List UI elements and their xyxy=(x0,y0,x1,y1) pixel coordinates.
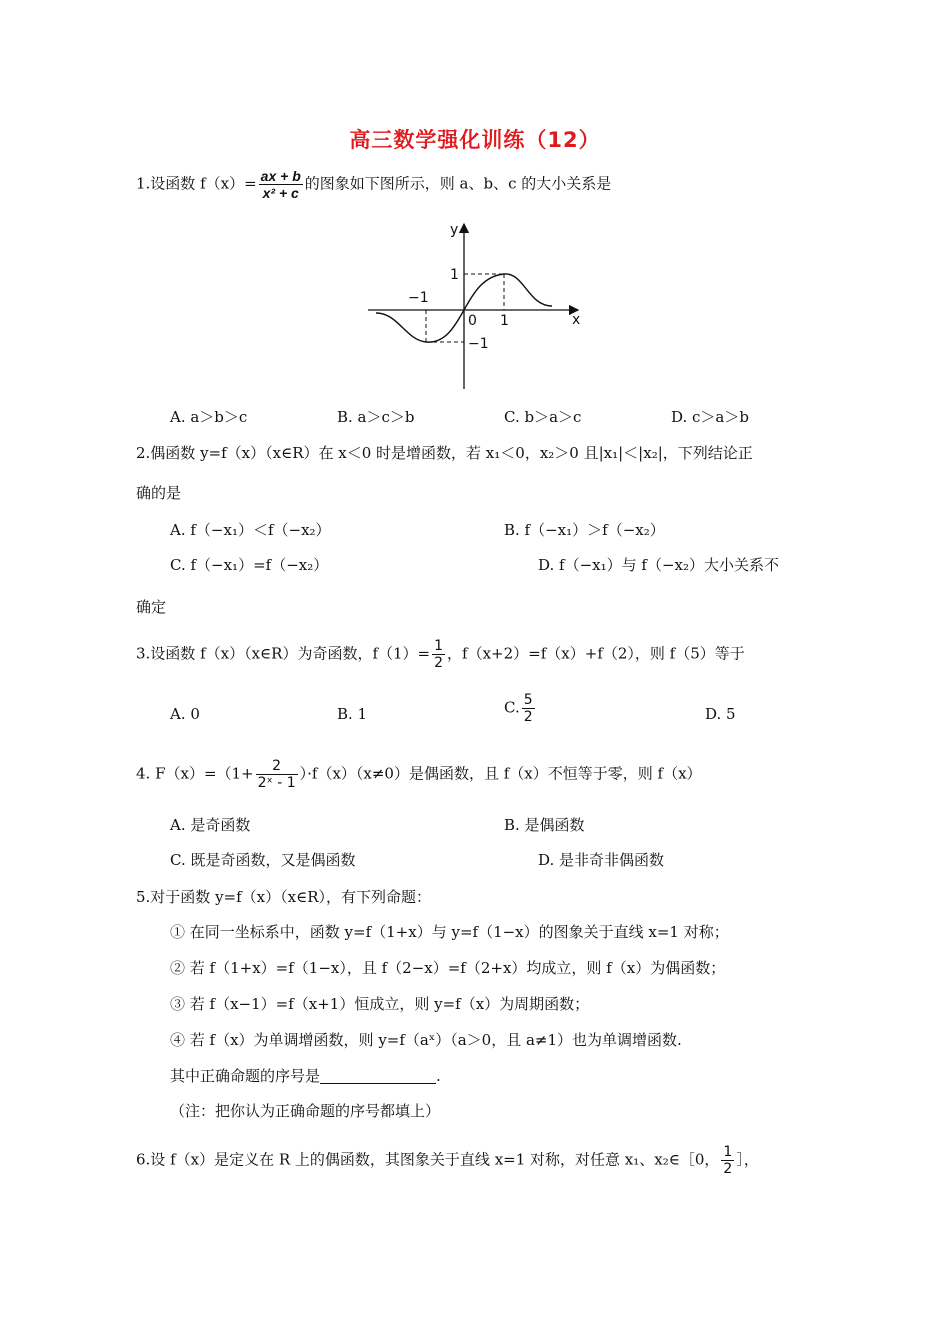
tick-one-top: 1 xyxy=(450,267,459,283)
tick-one-right: 1 xyxy=(500,313,509,329)
question-1-stem xyxy=(136,168,611,201)
q2-option-a: A. f（−x₁）＜f（−x₂） xyxy=(170,521,331,539)
x-axis-label: x xyxy=(572,312,581,328)
question-2-stem-cont: 确的是 xyxy=(136,484,182,502)
q3-frac-den: 2 xyxy=(434,655,444,672)
q2-option-c: C. f（−x₁）=f（−x₂） xyxy=(170,556,329,574)
q4-suffix: ）·f（x）（x≠0）是偶函数，且 f（x）不恒等于零，则 f（x） xyxy=(299,764,702,783)
question-3-stem xyxy=(136,638,745,671)
q5-proposition-1: ① 在同一坐标系中，函数 y=f（1+x）与 y=f（1−x）的图象关于直线 x=1 对称； xyxy=(170,923,729,941)
q2-option-d: D. f（−x₁）与 f（−x₂）大小关系不 xyxy=(538,556,779,574)
q5-answer-prefix: 其中正确命题的序号是 xyxy=(170,1067,321,1085)
q3-option-c-num: 5 xyxy=(523,692,533,708)
q3-prefix: 3.设函数 f（x）（x∈R）为奇函数，f（1）= xyxy=(136,644,431,663)
q1-frac-den: x² + c xyxy=(262,185,299,202)
q5-proposition-2: ② 若 f（1+x）=f（1−x），且 f（2−x）=f（2+x）均成立，则 f（x）为偶函数； xyxy=(170,959,726,977)
q3-option-c xyxy=(504,692,537,725)
q4-fraction xyxy=(256,758,298,791)
q4-option-d: D. 是非奇非偶函数 xyxy=(538,851,665,869)
q6-frac-den: 2 xyxy=(723,1161,733,1178)
q5-proposition-4: ④ 若 f（x）为单调增函数，则 y=f（aˣ）（a＞0，且 a≠1）也为单调增函数. xyxy=(170,1031,682,1049)
q4-prefix: 4. F（x）=（1+ xyxy=(136,764,254,783)
question-2-stem: 2.偶函数 y=f（x）（x∈R）在 x＜0 时是增函数，若 x₁＜0，x₂＞0 且|x₁|＜|x₂|，下列结论正 xyxy=(136,444,753,462)
q1-fraction xyxy=(259,168,303,201)
q5-proposition-3: ③ 若 f（x−1）=f（x+1）恒成立，则 y=f（x）为周期函数； xyxy=(170,995,590,1013)
q4-frac-num: 2 xyxy=(256,758,298,775)
y-axis-label: y xyxy=(450,222,459,238)
q2-option-d-cont: 确定 xyxy=(136,598,167,616)
q1-frac-num: ax + b xyxy=(260,168,301,184)
q3-option-c-fraction xyxy=(522,692,535,725)
q6-fraction xyxy=(721,1144,734,1177)
q3-option-a: A. 0 xyxy=(170,705,200,723)
q6-suffix: ］， xyxy=(736,1150,759,1169)
q2-option-b: B. f（−x₁）＞f（−x₂） xyxy=(504,521,665,539)
q5-answer-blank[interactable] xyxy=(320,1067,436,1084)
q1-option-c: C. b＞a＞c xyxy=(504,408,582,426)
q3-option-c-label: C. xyxy=(504,698,520,717)
q1-suffix: 的图象如下图所示，则 a、b、c 的大小关系是 xyxy=(304,174,612,193)
q3-fraction xyxy=(432,638,445,671)
q3-option-c-den: 2 xyxy=(523,709,533,726)
q1-option-d: D. c＞a＞b xyxy=(671,408,749,426)
page-title: 高三数学强化训练（12） xyxy=(349,128,601,152)
q3-frac-num: 1 xyxy=(434,638,444,654)
q1-function-graph xyxy=(360,214,600,394)
q4-option-c: C. 既是奇函数，又是偶函数 xyxy=(170,851,356,869)
q3-suffix: ，f（x+2）=f（x）+f（2），则 f（5）等于 xyxy=(447,644,745,663)
tick-neg-one-left: −1 xyxy=(408,290,429,306)
question-5-stem: 5.对于函数 y=f（x）（x∈R），有下列命题： xyxy=(136,888,431,906)
q3-option-b: B. 1 xyxy=(337,705,368,723)
q1-option-a: A. a＞b＞c xyxy=(170,408,248,426)
tick-neg-one-bottom: −1 xyxy=(468,336,489,352)
q6-prefix: 6.设 f（x）是定义在 R 上的偶函数，其图象关于直线 x=1 对称，对任意 x₁、x₂∈［0， xyxy=(136,1150,720,1169)
question-6-stem xyxy=(136,1144,759,1177)
q3-option-d: D. 5 xyxy=(705,705,736,723)
q1-option-b: B. a＞c＞b xyxy=(337,408,415,426)
q5-note: （注：把你认为正确命题的序号都填上） xyxy=(170,1102,441,1120)
q4-option-b: B. 是偶函数 xyxy=(504,816,585,834)
q4-frac-den: 2ˣ - 1 xyxy=(257,775,296,792)
q1-prefix: 1.设函数 f（x）= xyxy=(136,174,257,193)
q6-frac-num: 1 xyxy=(723,1144,733,1160)
origin-label: 0 xyxy=(468,313,477,329)
q5-answer-line xyxy=(170,1064,441,1088)
q5-answer-suffix: . xyxy=(436,1067,441,1085)
question-4-stem xyxy=(136,758,702,791)
q4-option-a: A. 是奇函数 xyxy=(170,816,251,834)
